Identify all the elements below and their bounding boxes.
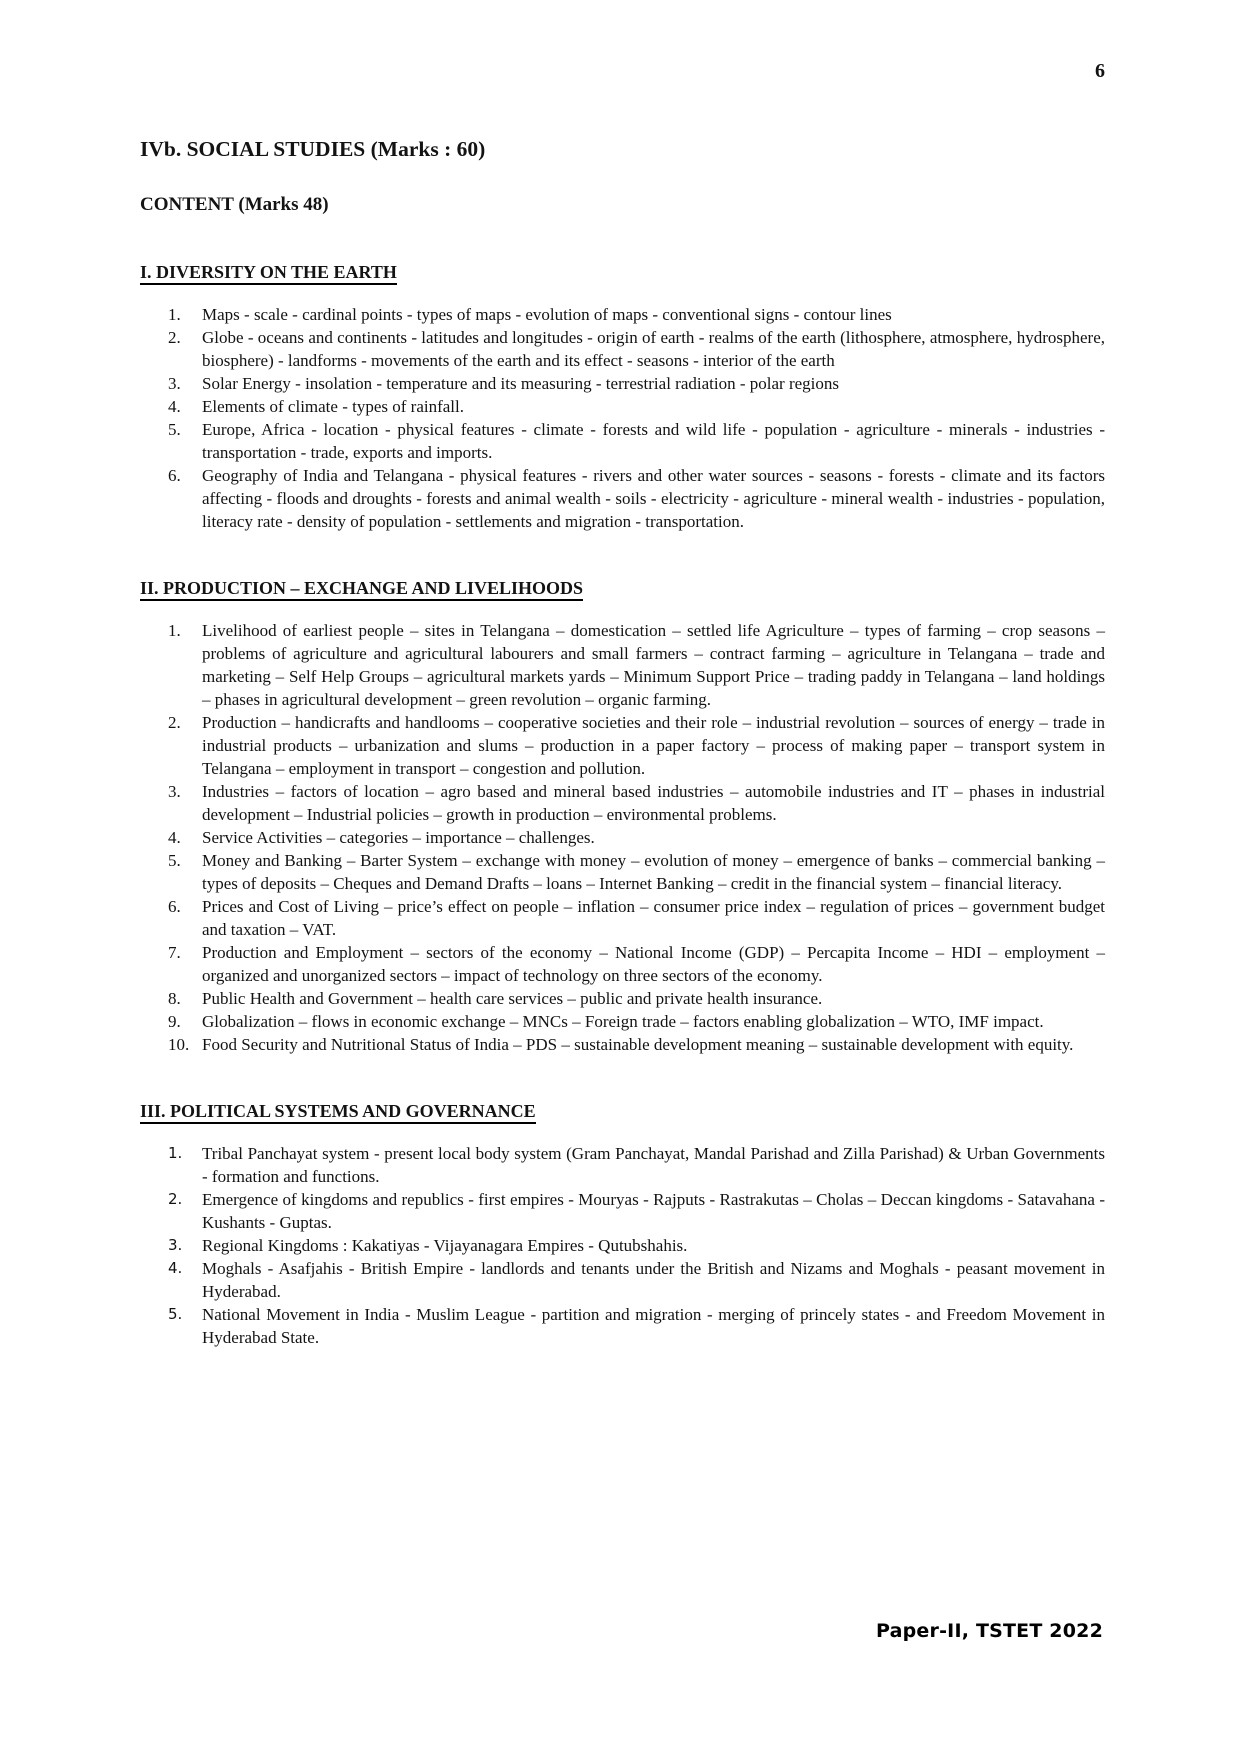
item-number: 4. xyxy=(168,397,181,416)
item-number: 5. xyxy=(168,420,181,439)
syllabus-item xyxy=(168,1303,1105,1349)
item-number: 2. xyxy=(168,713,181,732)
syllabus-item xyxy=(168,303,1105,326)
item-text: Food Security and Nutritional Status of India – PDS – sustainable development meaning – sustainable development with equity. xyxy=(202,1035,1074,1054)
content-heading: CONTENT (Marks 48) xyxy=(140,194,329,215)
section-item-list xyxy=(168,619,1105,1056)
item-text: Public Health and Government – health care services – public and private health insurance. xyxy=(202,989,823,1008)
syllabus-item xyxy=(168,711,1105,780)
item-text: Money and Banking – Barter System – exchange with money – evolution of money – emergence of banks – commercial banking – types of deposits – Cheques and Demand Drafts – loans – Internet Banking – credit in the financial system – financial literacy. xyxy=(202,851,1105,893)
item-number: 4. xyxy=(168,1259,183,1277)
item-number: 6. xyxy=(168,897,181,916)
syllabus-item xyxy=(168,849,1105,895)
syllabus-item xyxy=(168,1142,1105,1188)
item-number: 4. xyxy=(168,828,181,847)
item-number: 8. xyxy=(168,989,181,1008)
item-number: 3. xyxy=(168,782,181,801)
item-number: 7. xyxy=(168,943,181,962)
section-2 xyxy=(0,577,1241,1056)
section-1 xyxy=(0,261,1241,533)
item-text: Prices and Cost of Living – price’s effect on people – inflation – consumer price index – regulation of prices – government budget and taxation – VAT. xyxy=(202,897,1105,939)
item-text: Europe, Africa - location - physical features - climate - forests and wild life - population - agriculture - minerals - industries - transportation - trade, exports and imports. xyxy=(202,420,1105,462)
item-text: National Movement in India - Muslim League - partition and migration - merging of princely states - and Freedom Movement in Hyderabad State. xyxy=(202,1305,1105,1347)
item-text: Globalization – flows in economic exchange – MNCs – Foreign trade – factors enabling globalization – WTO, IMF impact. xyxy=(202,1012,1044,1031)
item-text: Service Activities – categories – importance – challenges. xyxy=(202,828,595,847)
item-text: Solar Energy - insolation - temperature and its measuring - terrestrial radiation - polar regions xyxy=(202,374,839,393)
syllabus-item xyxy=(168,780,1105,826)
section-3 xyxy=(0,1100,1241,1349)
item-text: Emergence of kingdoms and republics - first empires - Mouryas - Rajputs - Rastrakutas – Cholas – Deccan kingdoms - Satavahana - Kushants - Guptas. xyxy=(202,1190,1105,1232)
item-number: 1. xyxy=(168,305,181,324)
section-item-list xyxy=(168,303,1105,533)
item-number: 2. xyxy=(168,328,181,347)
item-text: Geography of India and Telangana - physical features - rivers and other water sources - seasons - forests - climate and its factors affecting - floods and droughts - forests and animal wealth - soils - electricity - agriculture - mineral wealth - industries - population, literacy rate - density of population - settlements and migration - transportation. xyxy=(202,466,1105,531)
item-number: 1. xyxy=(168,621,181,640)
section-heading-text: II. PRODUCTION – EXCHANGE AND LIVELIHOODS xyxy=(140,578,583,601)
section-heading-text: I. DIVERSITY ON THE EARTH xyxy=(140,262,397,285)
item-number: 1. xyxy=(168,1144,183,1162)
item-number: 9. xyxy=(168,1012,181,1031)
syllabus-item xyxy=(168,826,1105,849)
item-text: Maps - scale - cardinal points - types of maps - evolution of maps - conventional signs - contour lines xyxy=(202,305,892,324)
syllabus-item xyxy=(168,372,1105,395)
document-title: IVb. SOCIAL STUDIES (Marks : 60) xyxy=(140,137,486,161)
syllabus-item xyxy=(168,418,1105,464)
section-heading xyxy=(140,261,1105,284)
section-heading-text: III. POLITICAL SYSTEMS AND GOVERNANCE xyxy=(140,1101,536,1124)
item-text: Regional Kingdoms : Kakatiyas - Vijayanagara Empires - Qutubshahis. xyxy=(202,1236,688,1255)
section-heading xyxy=(140,577,1105,600)
syllabus-item xyxy=(168,1010,1105,1033)
syllabus-item xyxy=(168,1234,1105,1257)
section-heading xyxy=(140,1100,1105,1123)
syllabus-item xyxy=(168,941,1105,987)
syllabus-item xyxy=(168,1257,1105,1303)
syllabus-sections xyxy=(0,261,1241,1349)
footer-label: Paper-II, TSTET 2022 xyxy=(876,1620,1103,1642)
item-number: 6. xyxy=(168,466,181,485)
syllabus-item xyxy=(168,395,1105,418)
item-number: 2. xyxy=(168,1190,183,1208)
item-text: Globe - oceans and continents - latitudes and longitudes - origin of earth - realms of the earth (lithosphere, atmosphere, hydrosphere, biosphere) - landforms - movements of the earth and its effect - seasons - interior of the earth xyxy=(202,328,1105,370)
syllabus-item xyxy=(168,619,1105,711)
page-number: 6 xyxy=(1095,60,1105,82)
item-text: Production – handicrafts and handlooms – cooperative societies and their role – industrial revolution – sources of energy – trade in industrial products – urbanization and slums – production in a paper factory – process of making paper – transport system in Telangana – employment in transport – congestion and pollution. xyxy=(202,713,1105,778)
syllabus-item xyxy=(168,1033,1105,1056)
item-number: 3. xyxy=(168,374,181,393)
item-text: Industries – factors of location – agro based and mineral based industries – automobile industries and IT – phases in industrial development – Industrial policies – growth in production – environmental problems. xyxy=(202,782,1105,824)
item-text: Production and Employment – sectors of the economy – National Income (GDP) – Percapita Income – HDI – employment – organized and unorganized sectors – impact of technology on three sectors of the economy. xyxy=(202,943,1105,985)
syllabus-item xyxy=(168,987,1105,1010)
item-number: 10. xyxy=(168,1035,190,1054)
item-number: 5. xyxy=(168,851,181,870)
syllabus-item xyxy=(168,895,1105,941)
syllabus-item xyxy=(168,326,1105,372)
syllabus-item xyxy=(168,464,1105,533)
item-text: Tribal Panchayat system - present local body system (Gram Panchayat, Mandal Parishad and Zilla Parishad) & Urban Governments - formation and functions. xyxy=(202,1144,1105,1186)
section-item-list xyxy=(168,1142,1105,1349)
syllabus-item xyxy=(168,1188,1105,1234)
item-text: Moghals - Asafjahis - British Empire - landlords and tenants under the British and Nizams and Moghals - peasant movement in Hyderabad. xyxy=(202,1259,1105,1301)
item-text: Elements of climate - types of rainfall. xyxy=(202,397,464,416)
item-text: Livelihood of earliest people – sites in Telangana – domestication – settled life Agriculture – types of farming – crop seasons – problems of agriculture and agricultural labourers and small farmers – contract farming – agriculture in Telangana – trade and marketing – Self Help Groups – agricultural markets yards – Minimum Support Price – trading paddy in Telangana – land holdings – phases in agricultural development – green revolution – organic farming. xyxy=(202,621,1105,709)
item-number: 3. xyxy=(168,1236,183,1254)
item-number: 5. xyxy=(168,1305,183,1323)
